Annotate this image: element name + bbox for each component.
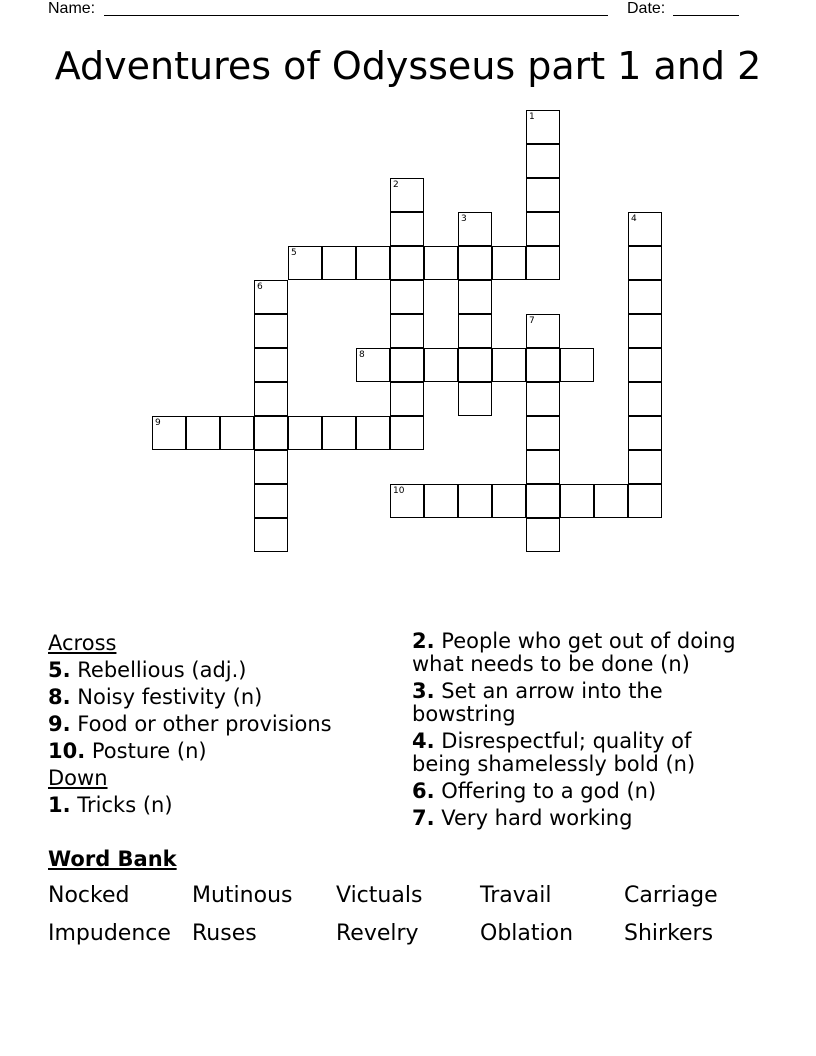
crossword-cell[interactable] bbox=[526, 246, 560, 280]
crossword-cell[interactable] bbox=[254, 280, 288, 314]
crossword-cell[interactable] bbox=[322, 416, 356, 450]
crossword-cell[interactable] bbox=[390, 212, 424, 246]
cell-number: 4 bbox=[631, 214, 637, 224]
cell-number: 6 bbox=[257, 282, 263, 292]
crossword-cell[interactable] bbox=[560, 484, 594, 518]
crossword-cell[interactable] bbox=[390, 348, 424, 382]
word-bank-word: Oblation bbox=[480, 921, 574, 946]
crossword-cell[interactable] bbox=[390, 416, 424, 450]
date-label: Date: bbox=[627, 0, 666, 17]
clue-text: Food or other provisions bbox=[77, 712, 332, 736]
crossword-cell[interactable] bbox=[526, 212, 560, 246]
crossword-cell[interactable] bbox=[186, 416, 220, 450]
clue-text: Rebellious (adj.) bbox=[77, 658, 247, 682]
clue-text: Set an arrow into the bowstring bbox=[412, 679, 663, 726]
crossword-cell[interactable] bbox=[288, 246, 322, 280]
crossword-cell[interactable] bbox=[254, 348, 288, 382]
crossword-cell[interactable] bbox=[526, 314, 560, 348]
clue-down-4 bbox=[412, 730, 752, 776]
clue-down-2 bbox=[412, 630, 752, 676]
clue-number: 10. bbox=[48, 739, 86, 763]
clue-down-6 bbox=[412, 780, 752, 803]
clue-text: Offering to a god (n) bbox=[441, 779, 657, 803]
clue-text: Tricks (n) bbox=[77, 793, 173, 817]
clue-text: Very hard working bbox=[441, 806, 633, 830]
clue-across-8 bbox=[48, 684, 388, 711]
crossword-cell[interactable] bbox=[254, 450, 288, 484]
cell-number: 3 bbox=[461, 214, 467, 224]
crossword-cell[interactable] bbox=[356, 246, 390, 280]
word-bank-word: Ruses bbox=[192, 921, 257, 946]
cell-number: 8 bbox=[359, 350, 365, 360]
word-bank-word: Travail bbox=[480, 883, 552, 908]
clue-number: 8. bbox=[48, 685, 71, 709]
clues-right-column bbox=[412, 630, 752, 834]
crossword-cell[interactable] bbox=[424, 348, 458, 382]
crossword-cell[interactable] bbox=[254, 314, 288, 348]
word-bank-word: Revelry bbox=[336, 921, 419, 946]
page-title: Adventures of Odysseus part 1 and 2 bbox=[54, 44, 762, 88]
word-bank-word: Shirkers bbox=[624, 921, 714, 946]
clue-down-3 bbox=[412, 680, 752, 726]
clue-number: 7. bbox=[412, 806, 435, 830]
clue-number: 2. bbox=[412, 629, 435, 653]
crossword-cell[interactable] bbox=[628, 450, 662, 484]
crossword-cell[interactable] bbox=[526, 518, 560, 552]
crossword-cell[interactable] bbox=[492, 246, 526, 280]
crossword-cell[interactable] bbox=[492, 484, 526, 518]
crossword-cell[interactable] bbox=[390, 178, 424, 212]
crossword-cell[interactable] bbox=[424, 484, 458, 518]
crossword-cell[interactable] bbox=[356, 348, 390, 382]
crossword-cell[interactable] bbox=[152, 416, 186, 450]
crossword-cell[interactable] bbox=[628, 212, 662, 246]
word-bank-word: Nocked bbox=[48, 883, 130, 908]
clue-number: 9. bbox=[48, 712, 71, 736]
clue-down-7 bbox=[412, 807, 752, 830]
crossword-cell[interactable] bbox=[356, 416, 390, 450]
crossword-cell[interactable] bbox=[424, 246, 458, 280]
crossword-cell[interactable] bbox=[628, 348, 662, 382]
crossword-cell[interactable] bbox=[628, 246, 662, 280]
clue-number: 5. bbox=[48, 658, 71, 682]
crossword-cell[interactable] bbox=[628, 416, 662, 450]
crossword-cell[interactable] bbox=[458, 314, 492, 348]
crossword-cell[interactable] bbox=[254, 382, 288, 416]
crossword-cell[interactable] bbox=[254, 416, 288, 450]
crossword-cell[interactable] bbox=[458, 382, 492, 416]
clue-across-5 bbox=[48, 657, 388, 684]
cell-number: 10 bbox=[393, 486, 405, 496]
crossword-cell[interactable] bbox=[254, 484, 288, 518]
across-heading: Across bbox=[48, 631, 117, 655]
crossword-cell[interactable] bbox=[526, 484, 560, 518]
crossword-cell[interactable] bbox=[220, 416, 254, 450]
word-bank-heading: Word Bank bbox=[48, 847, 177, 871]
crossword-cell[interactable] bbox=[458, 484, 492, 518]
clue-number: 3. bbox=[412, 679, 435, 703]
down-heading: Down bbox=[48, 766, 108, 790]
cell-number: 2 bbox=[393, 180, 399, 190]
clue-across-10 bbox=[48, 738, 388, 765]
clue-text: People who get out of doing what needs to be done (n) bbox=[412, 629, 736, 676]
crossword-cell[interactable] bbox=[492, 348, 526, 382]
crossword-cell[interactable] bbox=[560, 348, 594, 382]
clue-number: 1. bbox=[48, 793, 71, 817]
cell-number: 1 bbox=[529, 112, 535, 122]
crossword-cell[interactable] bbox=[526, 144, 560, 178]
crossword-cell[interactable] bbox=[628, 314, 662, 348]
crossword-cell[interactable] bbox=[390, 280, 424, 314]
word-bank bbox=[48, 882, 788, 947]
word-bank-word: Carriage bbox=[624, 883, 718, 908]
crossword-cell[interactable] bbox=[628, 382, 662, 416]
crossword-cell[interactable] bbox=[526, 450, 560, 484]
crossword-cell[interactable] bbox=[526, 348, 560, 382]
crossword-cell[interactable] bbox=[526, 416, 560, 450]
crossword-cell[interactable] bbox=[628, 280, 662, 314]
crossword-cell[interactable] bbox=[458, 348, 492, 382]
word-bank-word: Impudence bbox=[48, 921, 171, 946]
crossword-cell[interactable] bbox=[390, 382, 424, 416]
word-bank-word: Victuals bbox=[336, 883, 423, 908]
crossword-cell[interactable] bbox=[458, 246, 492, 280]
crossword-cell[interactable] bbox=[458, 280, 492, 314]
clue-number: 6. bbox=[412, 779, 435, 803]
clue-across-9 bbox=[48, 711, 388, 738]
clue-number: 4. bbox=[412, 729, 435, 753]
clue-text: Posture (n) bbox=[91, 739, 207, 763]
name-label: Name: bbox=[48, 0, 96, 17]
cell-number: 5 bbox=[291, 248, 297, 258]
clue-text: Disrespectful; quality of being shamelessly bold (n) bbox=[412, 729, 696, 776]
crossword-cell[interactable] bbox=[526, 178, 560, 212]
crossword-cell[interactable] bbox=[594, 484, 628, 518]
crossword-cell[interactable] bbox=[390, 314, 424, 348]
crossword-cell[interactable] bbox=[322, 246, 356, 280]
cell-number: 9 bbox=[155, 418, 161, 428]
word-bank-word: Mutinous bbox=[192, 883, 293, 908]
clue-down-1 bbox=[48, 792, 388, 819]
crossword-cell[interactable] bbox=[458, 212, 492, 246]
crossword-cell[interactable] bbox=[390, 246, 424, 280]
crossword-cell[interactable] bbox=[288, 416, 322, 450]
clues-left-column bbox=[48, 630, 388, 819]
clue-text: Noisy festivity (n) bbox=[77, 685, 263, 709]
crossword-cell[interactable] bbox=[526, 110, 560, 144]
crossword-cell[interactable] bbox=[254, 518, 288, 552]
cell-number: 7 bbox=[529, 316, 535, 326]
crossword-cell[interactable] bbox=[390, 484, 424, 518]
crossword-cell[interactable] bbox=[526, 382, 560, 416]
crossword-cell[interactable] bbox=[628, 484, 662, 518]
